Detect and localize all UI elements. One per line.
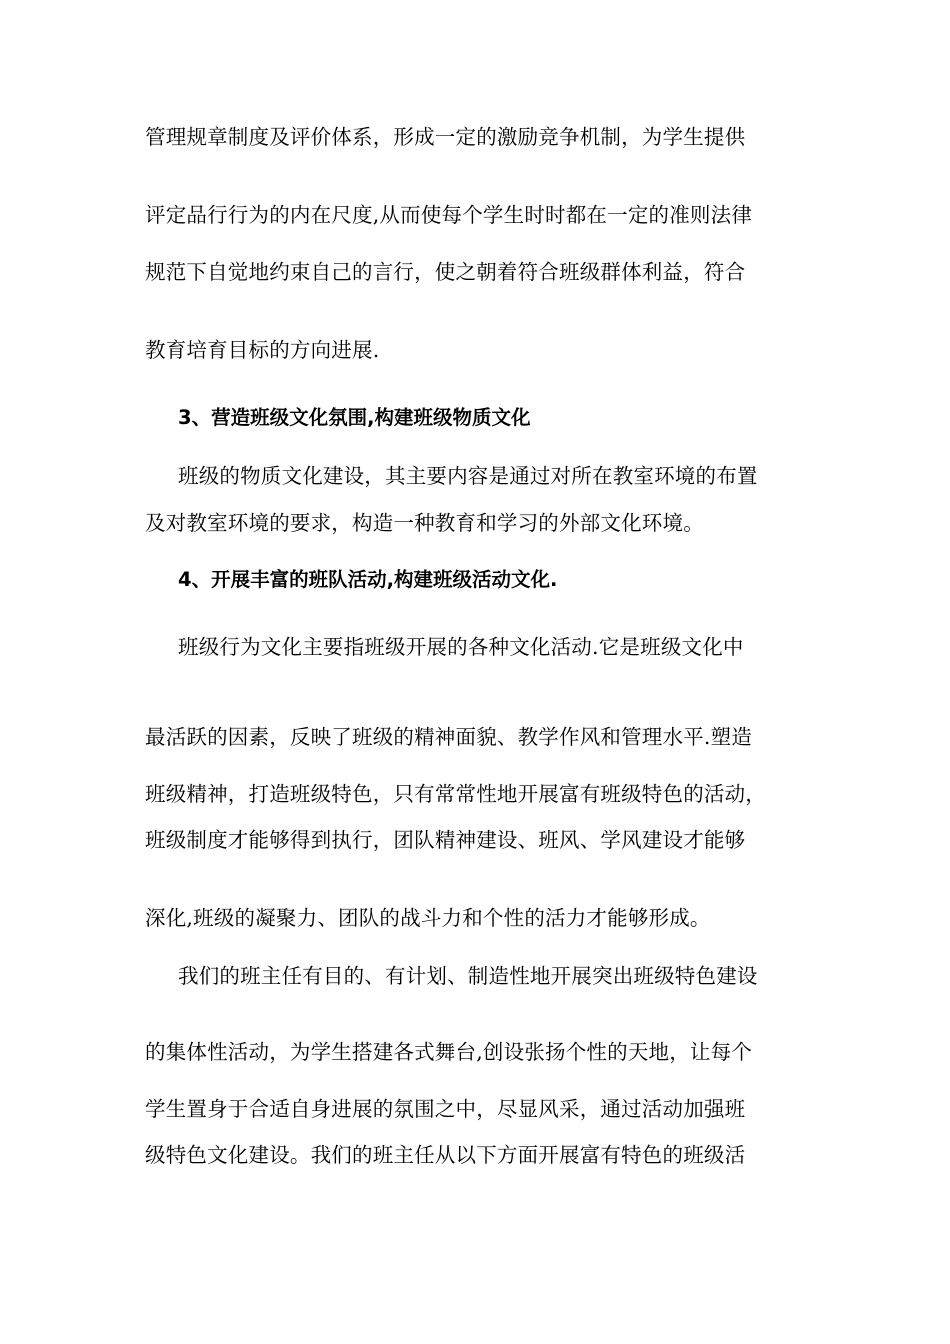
text-line: 级特色文化建设。我们的班主任从以下方面开展富有特色的班级活 [145,1143,746,1167]
section-heading-3: 3、营造班级文化氛围,构建班级物质文化 [178,406,531,429]
text-line: 的集体性活动，为学生搭建各式舞台,创设张扬个性的天地，让每个 [145,1040,753,1064]
text-line: 学生置身于合适自身进展的氛围之中，尽显风采，通过活动加强班 [145,1097,746,1121]
text-line: 规范下自觉地约束自己的言行，使之朝着符合班级群体利益，符合 [145,260,746,284]
text-line: 深化,班级的凝聚力、团队的战斗力和个性的活力才能够形成。 [145,906,711,930]
text-line: 及对教室环境的要求，构造一种教育和学习的外部文化环境。 [145,511,704,535]
text-line: 班级的物质文化建设，其主要内容是通过对所在教室环境的布置 [178,464,758,488]
text-line: 最活跃的因素，反映了班级的精神面貌、教学作风和管理水平.塑造 [145,725,753,749]
text-line: 班级精神，打造班级特色，只有常常性地开展富有班级特色的活动， [145,782,766,806]
text-line: 管理规章制度及评价体系，形成一定的激励竞争机制，为学生提供 [145,125,746,149]
text-line: 班级行为文化主要指班级开展的各种文化活动.它是班级文化中 [178,635,744,659]
text-line: 我们的班主任有目的、有计划、制造性地开展突出班级特色建设 [178,964,758,988]
text-line: 评定品行行为的内在尺度,从而使每个学生时时都在一定的准则法律 [145,203,753,227]
text-line: 班级制度才能够得到执行，团队精神建设、班风、学风建设才能够 [145,828,746,852]
text-line: 教育培育目标的方向进展. [145,338,380,362]
section-heading-4: 4、开展丰富的班队活动,构建班级活动文化. [178,568,558,591]
